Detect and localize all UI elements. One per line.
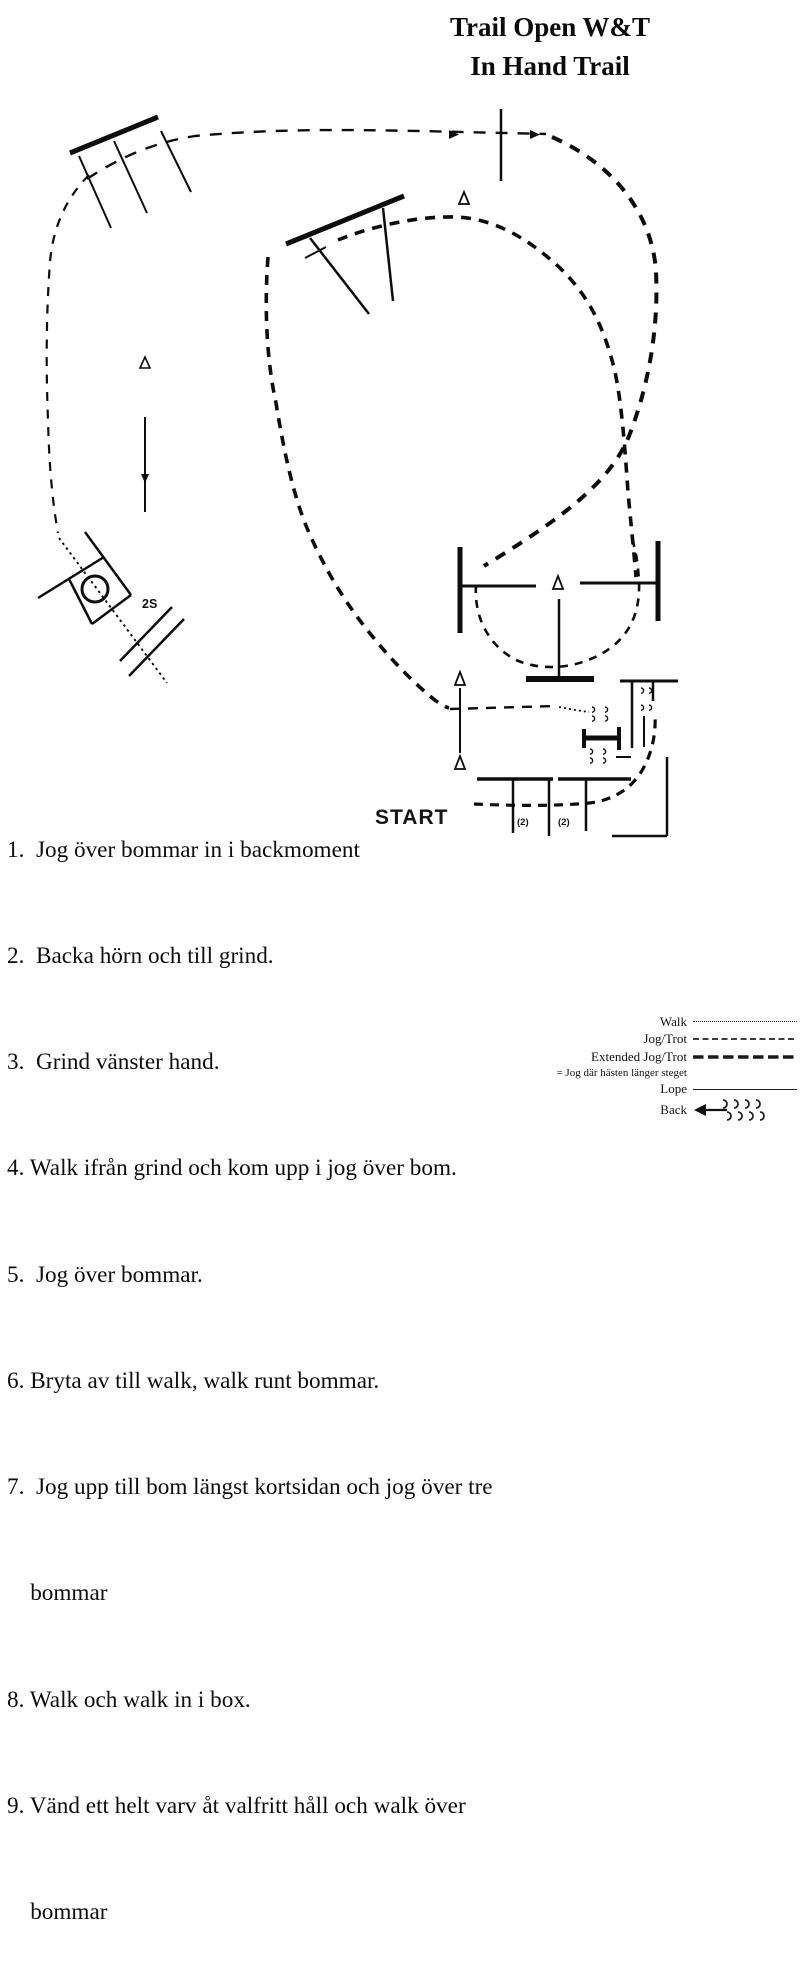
path-top-side-jog: [87, 130, 546, 179]
obstacle-fan-poles-middle: [286, 196, 404, 314]
direction-arrow: [530, 130, 540, 139]
instruction-line: 6. Bryta av till walk, walk runt bommar.: [7, 1367, 380, 1394]
legend-label: Jog/Trot: [643, 1031, 687, 1047]
pole-count-label: (2): [517, 817, 529, 828]
hoofprints-icon: [641, 705, 652, 710]
instruction-line: 4. Walk ifrån grind och kom upp i jog över bom.: [7, 1155, 457, 1182]
walk-line-sample: [693, 1021, 797, 1022]
rail: [92, 595, 131, 624]
legend-row-jog-trot: [528, 1031, 797, 1049]
corner-label-2s: 2S: [142, 597, 158, 611]
obstacle-fan-poles-top-left: [70, 117, 191, 228]
cone-marker: [553, 576, 563, 589]
legend-row-extended-jog: [528, 1048, 797, 1066]
lope-line-sample: [693, 1089, 797, 1090]
back-symbol: [693, 1097, 797, 1123]
legend-label: Back: [660, 1102, 687, 1117]
hoofprints-icon: [590, 749, 606, 763]
page-title: [280, 8, 800, 86]
legend-row-back: [528, 1098, 797, 1122]
pole: [114, 141, 147, 213]
start-label: START: [375, 806, 449, 829]
cone-marker: [140, 357, 150, 368]
direction-arrow: [141, 474, 149, 483]
instruction-line: 9. Vänd ett helt varv åt valfritt håll och walk över: [7, 1792, 466, 1819]
legend-label: Lope: [660, 1081, 687, 1097]
path-big-loop-left: [266, 257, 449, 708]
path-bottom-jog: [450, 706, 557, 709]
instruction-line: 3. Grind vänster hand.: [7, 1049, 220, 1076]
instruction-line: 7. Jog upp till bom längst kortsidan och jog över tre: [7, 1474, 493, 1501]
guide-rail: [120, 607, 172, 661]
pole-count-label: (2): [558, 817, 570, 828]
obstacle-mini-jump: [584, 727, 620, 750]
legend-label: Walk: [659, 1013, 687, 1029]
title-line-1: Trail Open W&T: [449, 12, 651, 42]
extended-jog-line-sample: [693, 1053, 797, 1061]
gait-legend: [528, 1013, 797, 1122]
back-arrow-hoofprints-icon: [693, 1097, 771, 1123]
cone-marker: [459, 192, 469, 204]
pole: [310, 238, 369, 314]
instruction-line: 5. Jog över bommar.: [7, 1261, 203, 1288]
back-hoofprint-marks: [590, 688, 652, 763]
obstacle-gate: [140, 357, 150, 512]
instruction-list: [7, 762, 493, 1966]
bom-bar: [70, 117, 158, 153]
hoofprints-icon: [592, 707, 608, 721]
path-bottom-walk-dotted: [559, 707, 589, 712]
instruction-line: 2. Backa hörn och till grind.: [7, 943, 274, 970]
instruction-line: 1. Jog över bommar in i backmoment: [7, 836, 360, 863]
path-midfan-to-circle: [338, 217, 636, 577]
instruction-line: bommar: [7, 1580, 108, 1607]
obstacle-box: [612, 681, 678, 836]
path-start-into-box: [474, 715, 655, 805]
instruction-line: 8. Walk och walk in i box.: [7, 1686, 251, 1713]
instruction-line: bommar: [7, 1899, 108, 1925]
legend-row-walk: [528, 1013, 797, 1031]
course-paths: [47, 130, 657, 805]
obstacle-start-poles: [477, 779, 631, 836]
jog-line-sample: [693, 1036, 797, 1042]
obstacle-pole-with-cones: [455, 672, 465, 769]
cone-marker: [455, 672, 465, 685]
obstacle-back-corner-2s: [38, 532, 184, 676]
hoofprints-icon: [641, 688, 652, 693]
path-left-side-jog: [47, 175, 89, 533]
legend-note: = Jog där hästen länger steget: [556, 1066, 687, 1079]
corner-circle: [82, 576, 108, 602]
title-line-2: In Hand Trail: [470, 51, 630, 81]
legend-label: Extended Jog/Trot: [591, 1048, 687, 1064]
obstacle-circle-pen: [460, 541, 658, 679]
legend-row-lope: [528, 1081, 797, 1099]
